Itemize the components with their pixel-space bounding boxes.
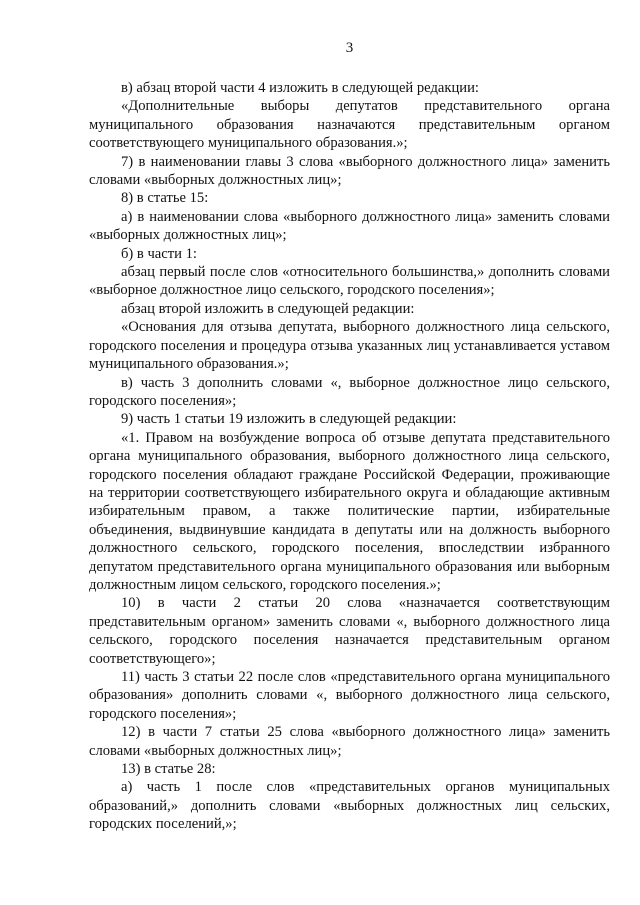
paragraph: «1. Правом на возбуждение вопроса об отзыве депутата представительного органа муниципального образования, выборного должностного лица сельского, городского поселения обладают граждане Российской Федерации, проживающие на территории соответствующего избирательного округа и обладающие активным избирательным правом, а также политические партии, избирательные объединения, выдвинувшие кандидата в депутаты или на должность выборного должностного сельского, городского поселения, впоследствии избранного депутатом представительного органа муниципального образования или выборным должностным лицом сельского, городского поселения.»; — [89, 429, 610, 593]
page-number: 3 — [345, 40, 354, 56]
paragraph: 11) часть 3 статьи 22 после слов «представительного органа муниципального образования» дополнить словами «, выборного должностного лица сельского, городского поселения»; — [89, 669, 610, 722]
paragraph: 9) часть 1 статьи 19 изложить в следующей редакции: — [121, 411, 457, 428]
paragraph: 7) в наименовании главы 3 слова «выборного должностного лица» заменить словами «выборных должностных лиц»; — [89, 153, 610, 189]
paragraph: абзац второй изложить в следующей редакции: — [121, 300, 415, 317]
paragraph: абзац первый после слов «относительного большинства,» дополнить словами «выборное должностное лицо сельского, городского поселения»; — [89, 264, 610, 299]
paragraph: а) часть 1 после слов «представительных органов муниципальных образований,» дополнить словами «выборных должностных лиц сельских, городских поселений,»; — [89, 779, 610, 833]
paragraph: а) в наименовании слова «выборного должностного лица» заменить словами «выборных должностных лиц»; — [89, 208, 610, 244]
paragraph: «Основания для отзыва депутата, выборного должностного лица сельского, городского поселения и процедура отзыва указанных лиц устанавливается уставом муниципального образования.»; — [89, 319, 610, 373]
paragraph: «Дополнительные выборы депутатов представительного органа муниципального образования назначаются представительным органом соответствующего муниципального образования.»; — [89, 98, 610, 152]
paragraph: в) часть 3 дополнить словами «, выборное должностное лицо сельского, городского поселения»; — [89, 374, 610, 409]
paragraph: 10) в части 2 статьи 20 слова «назначается соответствующим представительным органом» заменить словами «, выборного должностного лица сельского, городского поселения назначается представительным органом соответствующего»; — [89, 595, 610, 667]
paragraph: 8) в статье 15: — [121, 190, 209, 207]
paragraph: в) абзац второй части 4 изложить в следующей редакции: — [121, 80, 479, 96]
paragraph: 12) в части 7 статьи 25 слова «выборного должностного лица» заменить словами «выборных должностных лиц»; — [89, 724, 610, 759]
paragraph: 13) в статье 28: — [121, 761, 216, 778]
paragraph: б) в части 1: — [121, 245, 197, 262]
